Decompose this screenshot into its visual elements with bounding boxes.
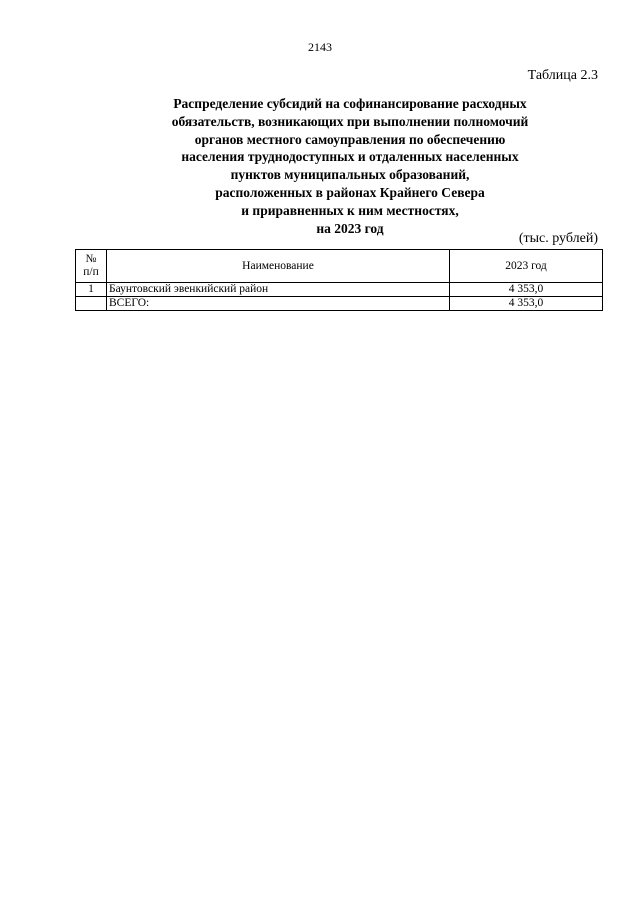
row-name: Баунтовский эвенкийский район	[107, 283, 450, 297]
total-row	[76, 297, 603, 311]
title-line: и приравненных к ним местностях,	[241, 202, 459, 218]
total-value: 4 353,0	[450, 297, 603, 311]
header-num-line1: №	[85, 253, 97, 265]
row-num: 1	[76, 283, 107, 297]
units-label: (тыс. рублей)	[518, 231, 598, 246]
title-line: Распределение субсидий на софинансирование расходных	[173, 96, 527, 111]
title-line: обязательств, возникающих при выполнении полномочий	[171, 113, 529, 129]
page-number: 2143	[308, 40, 332, 54]
title-line: пунктов муниципальных образований,	[230, 167, 470, 183]
row-value: 4 353,0	[450, 283, 603, 297]
subsidy-table	[75, 249, 603, 311]
table-header-row	[76, 250, 603, 283]
header-num	[76, 250, 107, 283]
document-title	[100, 95, 600, 237]
header-name: Наименование	[107, 250, 450, 283]
total-num	[76, 297, 107, 311]
table-label: Таблица 2.3	[527, 68, 598, 83]
title-line: расположенных в районах Крайнего Севера	[215, 184, 485, 200]
title-line: населения труднодоступных и отдаленных населенных	[181, 149, 519, 165]
header-year: 2023 год	[450, 250, 603, 283]
total-label: ВСЕГО:	[107, 297, 450, 311]
title-line: на 2023 год	[316, 220, 384, 236]
header-num-line2: п/п	[83, 266, 99, 278]
table-row	[76, 283, 603, 297]
title-line: органов местного самоуправления по обеспечению	[194, 131, 506, 147]
